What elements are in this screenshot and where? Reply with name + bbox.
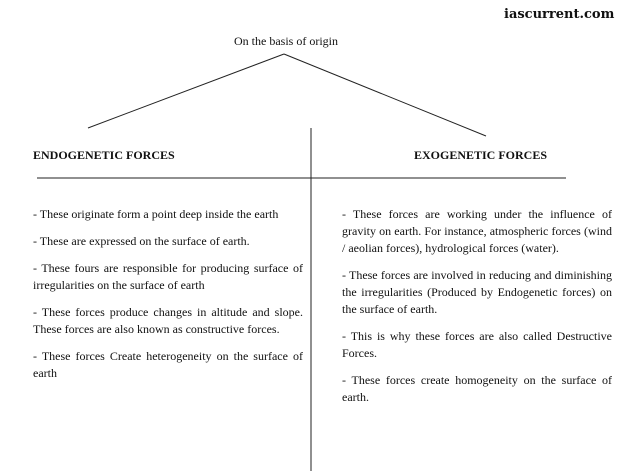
exogenetic-point: - These forces are involved in reducing and diminishing the irregularities (Produced by Endogenetic forces) on the surface of earth. [342,268,612,316]
endogenetic-point: - These originate form a point deep inside the earth [33,207,279,221]
endogenetic-heading: ENDOGENETIC FORCES [33,148,175,162]
root-label: On the basis of origin [234,34,338,48]
endogenetic-point: - These forces produce changes in altitude and slope. These forces are also known as constructive forces. [33,305,303,336]
endogenetic-point: - These are expressed on the surface of earth. [33,234,250,248]
right-branch-line [284,54,486,136]
endogenetic-point: - These forces Create heterogeneity on the surface of earth [33,349,303,380]
exogenetic-points [342,206,612,416]
exogenetic-heading: EXOGENETIC FORCES [414,148,548,162]
exogenetic-point: - This is why these forces are also called Destructive Forces. [342,329,612,360]
endogenetic-point: - These fours are responsible for producing surface of irregularities on the surface of earth [33,261,303,292]
exogenetic-point: - These forces are working under the influence of gravity on earth. For instance, atmospheric forces (wind / aeolian forces), hydrological forces (water). [342,207,612,255]
exogenetic-point: - These forces create homogeneity on the surface of earth. [342,373,612,404]
left-branch-line [88,54,284,128]
endogenetic-points [33,206,303,392]
watermark: iascurrent.com [504,7,615,22]
